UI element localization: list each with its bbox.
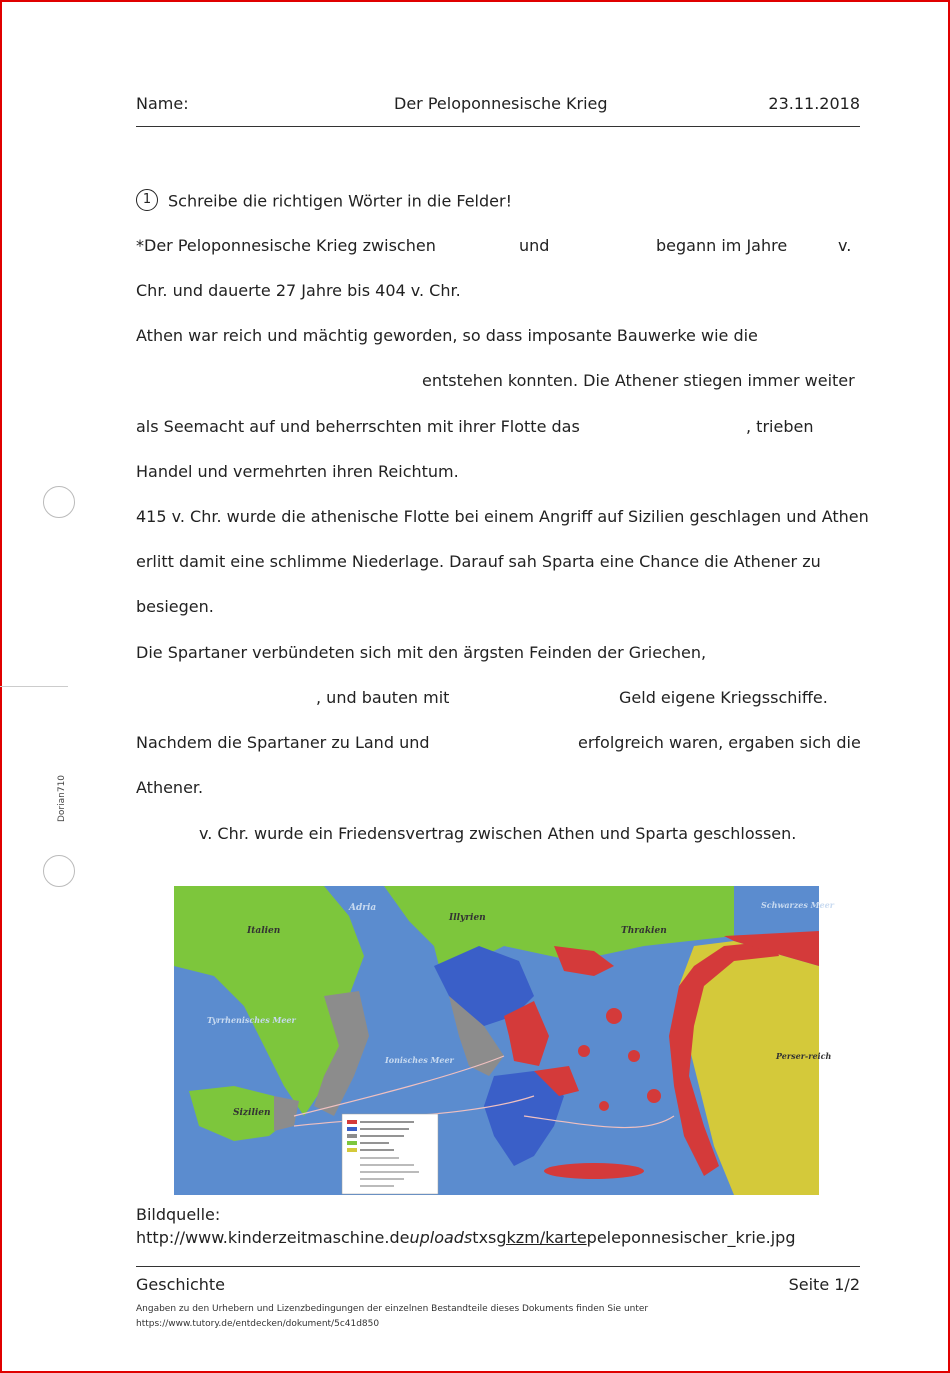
text-segment: Nachdem die Spartaner zu Land und xyxy=(136,733,430,752)
page-number: Seite 1/2 xyxy=(788,1275,860,1294)
map-label-italien: Italien xyxy=(247,926,281,936)
text-segment: Geld eigene Kriegsschiffe. xyxy=(619,688,828,707)
license-link[interactable]: https://www.tutory.de/entdecken/dokument/5c41d850 xyxy=(136,1319,380,1329)
map-label-adria: Adria xyxy=(349,903,377,913)
text-segment: Athener. xyxy=(136,778,204,797)
text-segment: besiegen. xyxy=(136,597,214,616)
document-title: Der Peloponnesische Krieg xyxy=(394,94,608,113)
license-note: Angaben zu den Urhebern und Lizenzbedingungen der einzelnen Bestandteile dieses Dokuments finden Sie unter xyxy=(136,1304,649,1314)
map-label-ionisches-meer: Ionisches Meer xyxy=(385,1055,454,1065)
text-segment: erfolgreich waren, ergaben sich die xyxy=(578,733,861,752)
text-segment: entstehen konnten. Die Athener stiegen immer weiter xyxy=(422,371,855,390)
map-label-thrakien: Thrakien xyxy=(621,926,667,936)
author-tag: Dorian710 xyxy=(57,774,67,822)
url-part: uploads xyxy=(409,1228,473,1247)
url-part: txs xyxy=(472,1228,497,1247)
name-label: Name: xyxy=(136,94,189,113)
url-part: http://www.kinderzeitmaschine.de xyxy=(136,1228,410,1247)
map-label-sizilien: Sizilien xyxy=(233,1108,271,1118)
task-number-badge: 1 xyxy=(136,189,158,211)
legend-swatch xyxy=(347,1127,357,1131)
island-marker xyxy=(606,1008,622,1024)
text-segment: und xyxy=(519,236,550,255)
text-segment: als Seemacht auf und beherrschten mit ihrer Flotte das xyxy=(136,417,580,436)
legend-swatch xyxy=(347,1134,357,1138)
text-segment: , trieben xyxy=(746,417,814,436)
instruction-text: Schreibe die richtigen Wörter in die Felder! xyxy=(168,191,512,211)
legend-swatch xyxy=(347,1141,357,1145)
document-header xyxy=(136,92,860,127)
fold-mark xyxy=(0,686,68,687)
crete-island xyxy=(544,1163,644,1179)
text-segment: , und bauten mit xyxy=(316,688,450,707)
map-label-illyrien: Illyrien xyxy=(449,913,486,923)
map-label-schwarzes-meer: Schwarzes Meer xyxy=(761,900,834,910)
image-source-label: Bildquelle: xyxy=(136,1205,221,1224)
text-segment: Die Spartaner verbündeten sich mit den ärgsten Feinden der Griechen, xyxy=(136,643,707,662)
text-segment: erlitt damit eine schlimme Niederlage. Darauf sah Sparta eine Chance die Athener zu xyxy=(136,552,821,571)
text-segment: 415 v. Chr. wurde die athenische Flotte bei einem Angriff auf Sizilien geschlagen und Athen xyxy=(136,507,869,526)
island-marker xyxy=(628,1050,640,1062)
subject-label: Geschichte xyxy=(136,1275,226,1294)
text-segment: *Der Peloponnesische Krieg zwischen xyxy=(136,236,436,255)
punch-hole xyxy=(43,855,75,887)
island-marker xyxy=(578,1045,590,1057)
legend-swatch xyxy=(347,1120,357,1124)
text-segment: v. Chr. wurde ein Friedensvertrag zwischen Athen und Sparta geschlossen. xyxy=(199,824,797,843)
legend-swatch xyxy=(347,1148,357,1152)
url-part: gkzm/karte xyxy=(496,1228,587,1247)
map-label-perserreich: Perser-reich xyxy=(776,1051,832,1061)
text-segment: begann im Jahre xyxy=(656,236,788,255)
island-marker xyxy=(599,1101,609,1111)
image-source-url[interactable] xyxy=(136,1228,795,1247)
island-marker xyxy=(647,1089,661,1103)
url-part: peleponnesischer_krie.jpg xyxy=(586,1228,796,1247)
greece-war-map xyxy=(174,886,834,1195)
map-label-tyrrhenisches-meer: Tyrrhenisches Meer xyxy=(207,1015,296,1025)
text-segment: Athen war reich und mächtig geworden, so dass imposante Bauwerke wie die xyxy=(136,326,758,345)
text-segment: v. xyxy=(838,236,852,255)
text-segment: Handel und vermehrten ihren Reichtum. xyxy=(136,462,459,481)
document-date: 23.11.2018 xyxy=(768,94,860,113)
map-legend xyxy=(342,1114,438,1194)
text-segment: Chr. und dauerte 27 Jahre bis 404 v. Chr. xyxy=(136,281,461,300)
document-footer xyxy=(136,1266,860,1329)
task-instruction xyxy=(136,191,512,213)
punch-hole xyxy=(43,486,75,518)
